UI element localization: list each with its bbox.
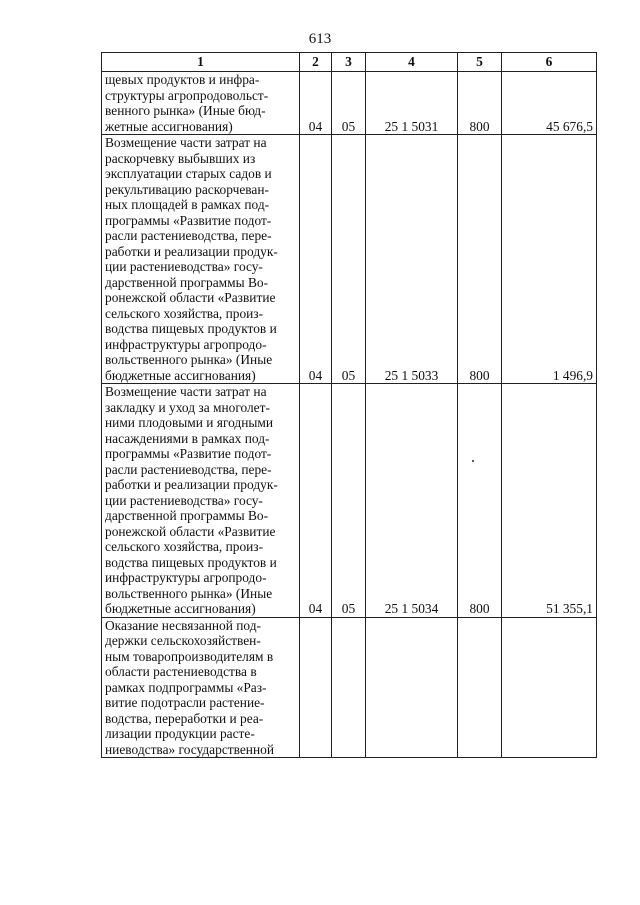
description-line: водства пищевых продуктов и (105, 554, 277, 570)
table-row (102, 617, 597, 758)
description-line: расли растениеводства, пере- (105, 461, 272, 477)
cell-expense-type: 800 (458, 72, 502, 135)
cell-section: 04 (300, 72, 332, 135)
cell-description (102, 617, 300, 758)
description-line: сельского хозяйства, произ- (105, 305, 264, 321)
description-line: лизации продукции расте- (105, 726, 255, 741)
header-col-2: 2 (300, 53, 332, 72)
description-line: закладку и уход за многолет- (105, 399, 270, 415)
cell-description (102, 384, 300, 618)
header-col-4: 4 (366, 53, 458, 72)
budget-table (101, 52, 597, 758)
header-col-5: 5 (458, 53, 502, 72)
table-row (102, 72, 597, 135)
description-line: ным товаропроизводителям в (105, 648, 274, 664)
description-line: Возмещение части затрат на (105, 135, 267, 150)
cell-target-article: 25 1 5031 (366, 72, 458, 135)
cell-target-article: 25 1 5034 (366, 384, 458, 618)
description-line: ними плодовыми и ягодными (105, 415, 274, 430)
header-col-6: 6 (502, 53, 597, 72)
description-line: Возмещение части затрат на (105, 384, 267, 399)
description-line: сельского хозяйства, произ- (105, 539, 264, 554)
description-line: ниеводства» государственной (105, 741, 274, 757)
cell-expense-type: 800 (458, 384, 502, 618)
page-number: 613 (308, 31, 332, 47)
description-line: инфраструктуры агропродо- (105, 336, 267, 352)
description-line: области растениеводства в (105, 664, 257, 679)
description-line: держки сельскохозяйствен- (105, 633, 261, 648)
cell-description (102, 135, 300, 384)
description-line: дарственной программы Во- (105, 508, 269, 523)
description-line: водства пищевых продуктов и (105, 321, 277, 336)
cell-target-article (366, 617, 458, 758)
scan-dot (472, 460, 474, 462)
cell-target-article: 25 1 5033 (366, 135, 458, 384)
header-row (102, 53, 597, 72)
cell-subsection (332, 617, 366, 758)
description-line: вольственного рынка» (Иные (105, 585, 273, 601)
description-line: рамках подпрограммы «Раз- (105, 679, 267, 695)
cell-description (102, 72, 300, 135)
cell-section (300, 617, 332, 758)
cell-subsection: 05 (332, 384, 366, 618)
description-line: расли растениеводства, пере- (105, 228, 272, 243)
description-line: эксплуатации старых садов и (105, 166, 272, 181)
cell-section: 04 (300, 135, 332, 384)
cell-amount: 1 496,9 (502, 135, 597, 384)
description-line: ции растениеводства» госу- (105, 492, 263, 508)
description-line: бюджетные ассигнования) (105, 367, 256, 383)
description-line: инфраструктуры агропродо- (105, 570, 267, 585)
cell-amount (502, 617, 597, 758)
description-line: жетные ассигнования) (105, 118, 233, 134)
cell-expense-type: 800 (458, 135, 502, 384)
description-line: щевых продуктов и инфра- (105, 72, 260, 87)
description-line: Оказание несвязанной под- (105, 617, 261, 633)
description-line: программы «Развитие подот- (105, 446, 272, 461)
description-line: ции растениеводства» госу- (105, 259, 263, 274)
description-line: дарственной программы Во- (105, 274, 269, 290)
description-line: работки и реализации продук- (105, 477, 278, 492)
cell-expense-type (458, 617, 502, 758)
description-line: венного рынка» (Иные бюд- (105, 103, 266, 118)
description-line: вольственного рынка» (Иные (105, 352, 273, 367)
cell-subsection: 05 (332, 72, 366, 135)
cell-section: 04 (300, 384, 332, 618)
description-line: ронежской области «Развитие (105, 290, 276, 305)
description-line: ных площадей в рамках под- (105, 197, 270, 212)
header-col-1: 1 (102, 53, 300, 72)
cell-amount: 45 676,5 (502, 72, 597, 135)
description-line: программы «Развитие подот- (105, 212, 272, 228)
description-line: бюджетные ассигнования) (105, 601, 256, 616)
description-line: насаждениями в рамках под- (105, 430, 270, 446)
cell-amount: 51 355,1 (502, 384, 597, 618)
description-line: работки и реализации продук- (105, 243, 278, 259)
description-line: водства, переработки и реа- (105, 710, 264, 726)
header-col-3: 3 (332, 53, 366, 72)
description-line: рекультивацию раскорчеван- (105, 181, 269, 197)
table-row (102, 135, 597, 384)
table-row (102, 384, 597, 618)
description-line: ронежской области «Развитие (105, 523, 276, 539)
description-line: структуры агропродовольст- (105, 87, 269, 103)
description-line: раскорчевку выбывших из (105, 150, 256, 166)
description-line: витие подотрасли растение- (105, 695, 265, 710)
cell-subsection: 05 (332, 135, 366, 384)
